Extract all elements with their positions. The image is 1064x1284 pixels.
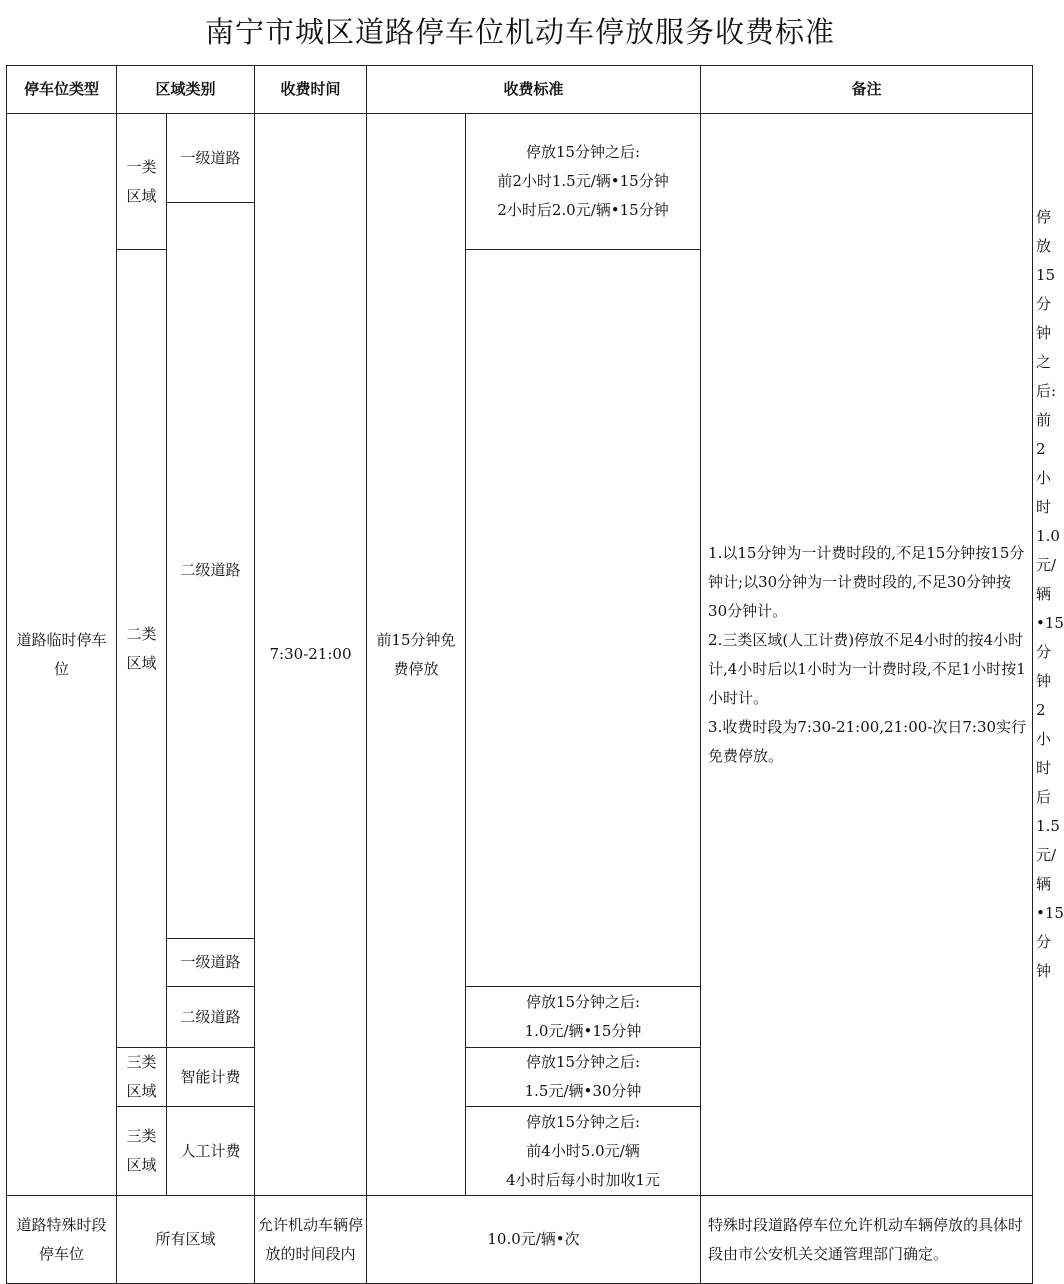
fee1-line: 前2小时1.5元/辆•15分钟 xyxy=(497,172,669,190)
fee-standard-table xyxy=(6,65,1064,1284)
fee1-line: 停放15分钟之后: xyxy=(525,143,641,161)
fee5-line: 前4小时5.0元/辆 xyxy=(526,1141,640,1160)
fee1-cell xyxy=(466,114,701,250)
zone3b-cell: 三类区域 xyxy=(117,1107,167,1196)
fee3-cell xyxy=(466,987,701,1048)
fee5-line: 停放15分钟之后: xyxy=(525,1112,641,1131)
special-area-cell: 所有区域 xyxy=(117,1196,255,1284)
page-title: 南宁市城区道路停车位机动车停放服务收费标准 xyxy=(204,15,835,49)
header-row xyxy=(7,66,1033,114)
free-cell: 前15分钟免费停放 xyxy=(367,114,466,1196)
header-area: 区域类别 xyxy=(117,66,255,114)
manual-cell: 人工计费 xyxy=(167,1107,255,1196)
road1b-cell: 一级道路 xyxy=(167,939,255,987)
note-item: 2.三类区域(人工计费)停放不足4小时的按4小时计,4小时后以1小时为一计费时段,不足1小时按1小时计。 xyxy=(708,630,1026,707)
temp-time-cell: 7:30-21:00 xyxy=(255,114,367,1196)
special-note-cell: 特殊时段道路停车位允许机动车辆停放的具体时段由市公安机关交通管理部门确定。 xyxy=(701,1196,1033,1284)
header-note: 备注 xyxy=(701,66,1033,114)
note-item: 3.收费时段为7:30-21:00,21:00-次日7:30实行免费停放。 xyxy=(708,717,1027,765)
fee5-cell xyxy=(466,1107,701,1196)
fee4-line: 1.5元/辆•30分钟 xyxy=(524,1082,642,1100)
fee3-line: 停放15分钟之后: xyxy=(525,993,641,1011)
temp-note-cell xyxy=(701,114,1033,1196)
header-standard: 收费标准 xyxy=(367,66,701,114)
temp-type-cell: 道路临时停车位 xyxy=(7,114,117,1196)
note-item: 1.以15分钟为一计费时段的,不足15分钟按15分钟计;以30分钟为一计费时段的,不足30分钟按30分钟计。 xyxy=(708,543,1025,620)
table-row xyxy=(7,114,1033,203)
table-row: 二级道路 停放15分钟之后: 前2小时1.0元/辆•15分钟 2小时后1.5元/辆•15分钟 xyxy=(7,203,1033,250)
fee3-line: 1.0元/辆•15分钟 xyxy=(524,1022,642,1040)
road2a-cell: 二级道路 xyxy=(167,203,255,939)
special-type-cell: 道路特殊时段停车位 xyxy=(7,1196,117,1284)
fee5-line: 4小时后每小时加收1元 xyxy=(505,1170,661,1189)
zone1-cell: 一类区域 xyxy=(117,114,167,250)
road2b-cell: 二级道路 xyxy=(167,987,255,1048)
fee4-cell xyxy=(466,1048,701,1107)
header-time: 收费时间 xyxy=(255,66,367,114)
smart-cell: 智能计费 xyxy=(167,1048,255,1107)
special-time-cell: 允许机动车辆停放的时间段内 xyxy=(255,1196,367,1284)
zone2-cell: 二类区域 xyxy=(117,250,167,1048)
fee1-line: 2小时后2.0元/辆•15分钟 xyxy=(497,201,669,219)
zone3a-cell: 三类区域 xyxy=(117,1048,167,1107)
table-row xyxy=(7,1196,1033,1284)
road1a-cell: 一级道路 xyxy=(167,114,255,203)
fee4-line: 停放15分钟之后: xyxy=(525,1053,641,1071)
header-type: 停车位类型 xyxy=(7,66,117,114)
special-fee-cell: 10.0元/辆•次 xyxy=(367,1196,701,1284)
